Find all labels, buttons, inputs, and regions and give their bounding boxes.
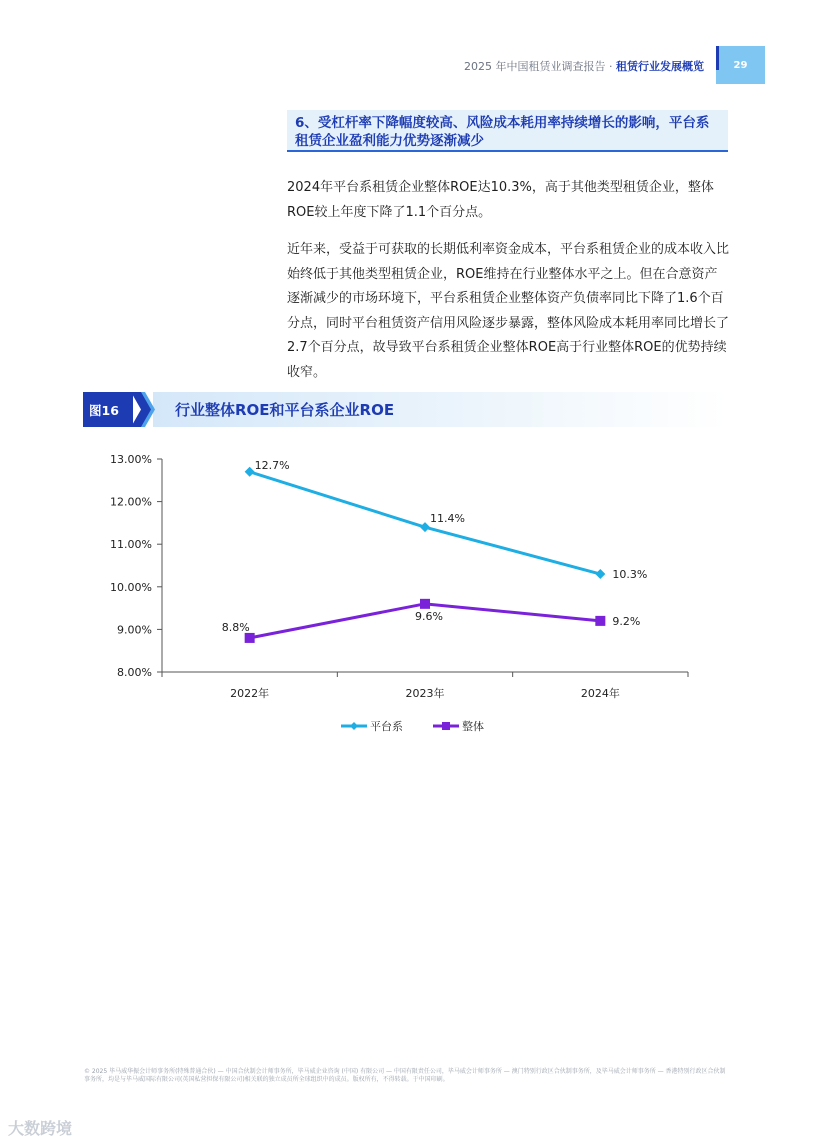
data-point-square: [420, 599, 430, 609]
figure-banner: [83, 392, 727, 427]
y-tick-label: 12.00%: [110, 495, 152, 509]
x-tick-label: 2022年: [230, 687, 270, 700]
watermark-text: 大数跨境: [8, 1119, 73, 1138]
figure-label: 图16: [83, 392, 133, 427]
header-accent-bar: [716, 46, 719, 70]
legend-label: 整体: [462, 720, 484, 733]
data-point-square: [595, 616, 605, 626]
data-point-diamond: [420, 522, 430, 532]
x-tick-label: 2024年: [580, 687, 620, 700]
y-tick-label: 11.00%: [110, 538, 152, 552]
legend-marker-square: [442, 722, 450, 730]
y-tick-label: 13.00%: [110, 453, 152, 466]
page-number: [716, 46, 765, 84]
figure-title: 行业整体ROE和平台系企业ROE: [175, 401, 395, 419]
paragraph-2: 近年来，受益于可获取的长期低利率资金成本，平台系租赁企业的成本收入比始终低于其他类型租赁企业，ROE维持在行业整体水平之上。但在合意资产逐渐减少的市场环境下，平台系租赁企业整体资产负债率同比下降了1.6个百分点，同时平台租赁资产信用风险逐步暴露，整体风险成本耗用率同比增长了2.7个百分点，故导致平台系租赁企业整体ROE高于行业整体ROE的优势持续收窄。: [287, 242, 730, 380]
section-name: 租赁行业发展概览: [616, 60, 704, 73]
data-label: 9.2%: [612, 614, 641, 628]
legend-label: 平台系: [370, 720, 403, 733]
data-label: 8.8%: [221, 620, 250, 634]
x-tick-label: 2023年: [405, 687, 445, 700]
data-point-diamond: [245, 467, 255, 477]
chevron-right-icon: [131, 392, 155, 427]
y-tick-label: 10.00%: [110, 580, 152, 594]
data-label: 11.4%: [430, 512, 465, 526]
running-header: [464, 58, 704, 74]
data-point-square: [245, 633, 255, 643]
legend-marker-diamond: [350, 722, 358, 730]
data-label: 10.3%: [612, 568, 648, 582]
page-number-text: 29: [733, 59, 748, 71]
data-point-diamond: [595, 569, 605, 579]
paragraph-1: 2024年平台系租赁企业整体ROE达10.3%，高于其他类型租赁企业，整体ROE较上年度下降了1.1个百分点。: [287, 180, 714, 220]
roe-line-chart: [83, 445, 723, 745]
y-tick-label: 9.00%: [117, 623, 152, 637]
copyright-footer: © 2025 毕马威华振会计师事务所(特殊普通合伙) — 中国合伙制会计师事务所，毕马威企业咨询 (中国) 有限公司 — 中国有限责任公司，毕马威会计师事务所 — 澳门特别行政区合伙制事务所，及毕马威会计师事务所 — 香港特别行政区合伙制事务所，均是与毕马威国际有限公司(英国私营担保有限公司)相关联的独立成员所全球组织中的成员。版权所有，不得转载。于中国印刷。: [84, 1068, 726, 1083]
data-label: 12.7%: [254, 458, 290, 472]
data-label: 9.6%: [415, 609, 443, 623]
section-heading: 6、受杠杆率下降幅度较高、风险成本耗用率持续增长的影响，平台系租赁企业盈利能力优势逐渐减少: [287, 110, 728, 152]
y-tick-label: 8.00%: [117, 666, 152, 679]
report-title: 2025 年中国租赁业调查报告 ·: [464, 60, 616, 73]
